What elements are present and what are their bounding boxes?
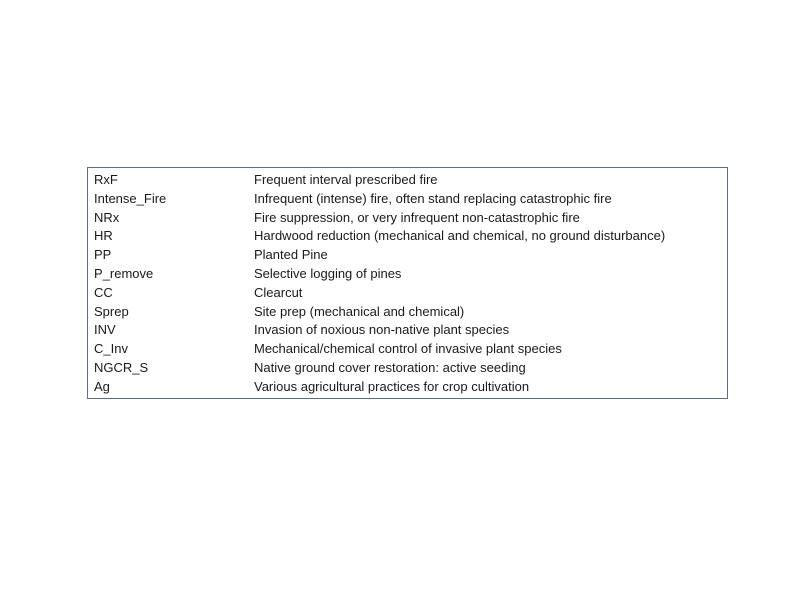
- abbreviation-code: NGCR_S: [94, 359, 149, 375]
- table-row: [94, 340, 724, 359]
- abbreviation-description: Mechanical/chemical control of invasive plant species: [254, 341, 562, 357]
- abbreviation-description: Invasion of noxious non-native plant species: [254, 322, 510, 338]
- abbreviation-code: INV: [94, 322, 116, 338]
- abbreviation-code: CC: [94, 284, 113, 300]
- abbreviation-code: P_remove: [94, 265, 154, 281]
- abbreviation-code: C_Inv: [94, 341, 128, 357]
- abbreviation-legend-box: [87, 167, 728, 399]
- abbreviation-code: NRx: [94, 209, 120, 225]
- abbreviation-description: Selective logging of pines: [254, 265, 402, 281]
- table-row: [94, 265, 724, 284]
- abbreviation-description: Infrequent (intense) fire, often stand replacing catastrophic fire: [254, 190, 612, 206]
- table-row: [94, 209, 724, 228]
- table-row: [94, 378, 724, 397]
- table-row: [94, 303, 724, 322]
- abbreviation-code: Ag: [94, 378, 110, 394]
- abbreviation-description: Site prep (mechanical and chemical): [254, 303, 465, 319]
- table-row: [94, 171, 724, 190]
- table-row: [94, 227, 724, 246]
- table-row: [94, 246, 724, 265]
- abbreviation-code: Sprep: [94, 303, 129, 319]
- table-row: [94, 284, 724, 303]
- table-row: [94, 190, 724, 209]
- abbreviation-code: PP: [94, 247, 112, 263]
- abbreviation-code: RxF: [94, 172, 118, 187]
- table-row: [94, 359, 724, 378]
- table-row: [94, 321, 724, 340]
- abbreviation-description: Frequent interval prescribed fire: [254, 172, 438, 187]
- abbreviation-table: [94, 171, 724, 397]
- abbreviation-description: Hardwood reduction (mechanical and chemical, no ground disturbance): [254, 228, 666, 244]
- abbreviation-description: Various agricultural practices for crop cultivation: [254, 378, 530, 394]
- abbreviation-code: Intense_Fire: [94, 190, 167, 206]
- abbreviation-description: Native ground cover restoration: active seeding: [254, 359, 526, 375]
- abbreviation-description: Planted Pine: [254, 247, 328, 263]
- abbreviation-description: Clearcut: [254, 284, 303, 300]
- abbreviation-description: Fire suppression, or very infrequent non-catastrophic fire: [254, 209, 580, 225]
- abbreviation-code: HR: [94, 228, 113, 244]
